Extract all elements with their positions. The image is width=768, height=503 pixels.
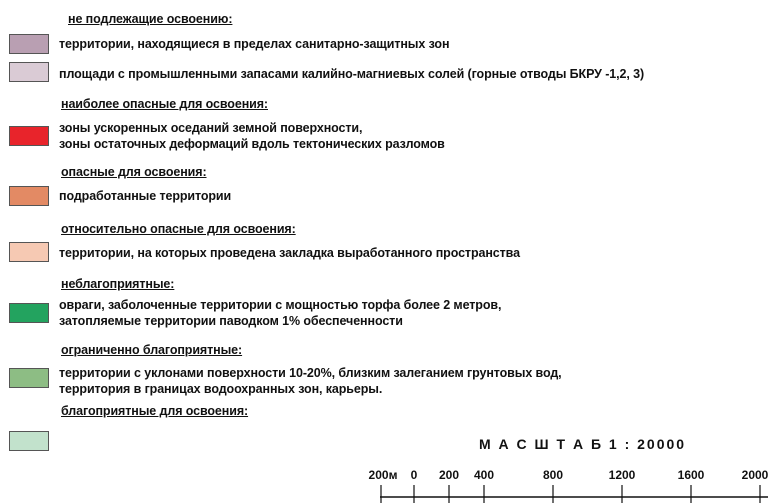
legend-label-line: территории, находящиеся в пределах санитарно-защитных зон [59,37,450,51]
scale-label-1200: 1200 [608,468,636,482]
legend-label-line: затопляемые территории паводком 1% обеспеченности [59,314,403,328]
legend-heading-relatively-dangerous: относительно опасные для освоения: [61,222,296,236]
legend-swatch-sanitary-zones [9,34,49,54]
scale-label-800: 800 [542,468,564,482]
legend-swatch-undermined [9,186,49,206]
legend-label-line: зоны ускоренных оседаний земной поверхности, [59,121,363,135]
legend-label-line: площади с промышленными запасами калийно-магниевых солей (горные отводы БКРУ -1,2, 3) [59,67,645,81]
legend-label-undermined [59,188,231,204]
scale-title: М А С Ш Т А Б 1 : 20000 [479,436,687,452]
legend-label-line: овраги, заболоченные территории с мощностью торфа более 2 метров, [59,298,502,312]
legend-label-line: территория в границах водоохранных зон, карьеры. [59,382,383,396]
legend-label-ravines-wetlands [59,297,501,329]
legend-heading-dangerous: опасные для освоения: [61,165,207,179]
scale-label-0: 0 [410,468,418,482]
legend-label-line: территории, на которых проведена закладка выработанного пространства [59,246,520,260]
legend-swatch-subsidence-zones [9,126,49,146]
legend-heading-limited-favorable: ограниченно благоприятные: [61,343,243,357]
legend-swatch-favorable [9,431,49,451]
scale-label-1600: 1600 [677,468,705,482]
scale-label-2000: 2000 [741,468,768,482]
legend-label-line: подработанные территории [59,189,232,203]
legend-heading-most-dangerous: наиболее опасные для освоения: [61,97,268,111]
legend-heading-favorable: благоприятные для освоения: [61,404,249,418]
legend-label-salt-deposits [59,66,644,82]
scale-bar [0,460,768,503]
legend-label-slopes-water-zones [59,365,562,397]
legend-label-backfilled [59,245,520,261]
legend-swatch-backfilled [9,242,49,262]
legend-label-line: зоны остаточных деформаций вдоль тектонических разломов [59,137,445,151]
legend-swatch-slopes-water-zones [9,368,49,388]
scale-label-400: 400 [473,468,495,482]
legend-label-sanitary-zones [59,36,449,52]
legend-swatch-salt-deposits [9,62,49,82]
scale-label-200: 200 [438,468,460,482]
scale-label-200m: 200м [368,468,398,482]
legend-heading-unfavorable: неблагоприятные: [61,277,175,291]
legend-heading-not-subject: не подлежащие освоению: [68,12,233,26]
legend-label-line: территории с уклонами поверхности 10-20%, близким залеганием грунтовых вод, [59,366,562,380]
legend-label-subsidence-zones [59,120,445,152]
legend-swatch-ravines-wetlands [9,303,49,323]
